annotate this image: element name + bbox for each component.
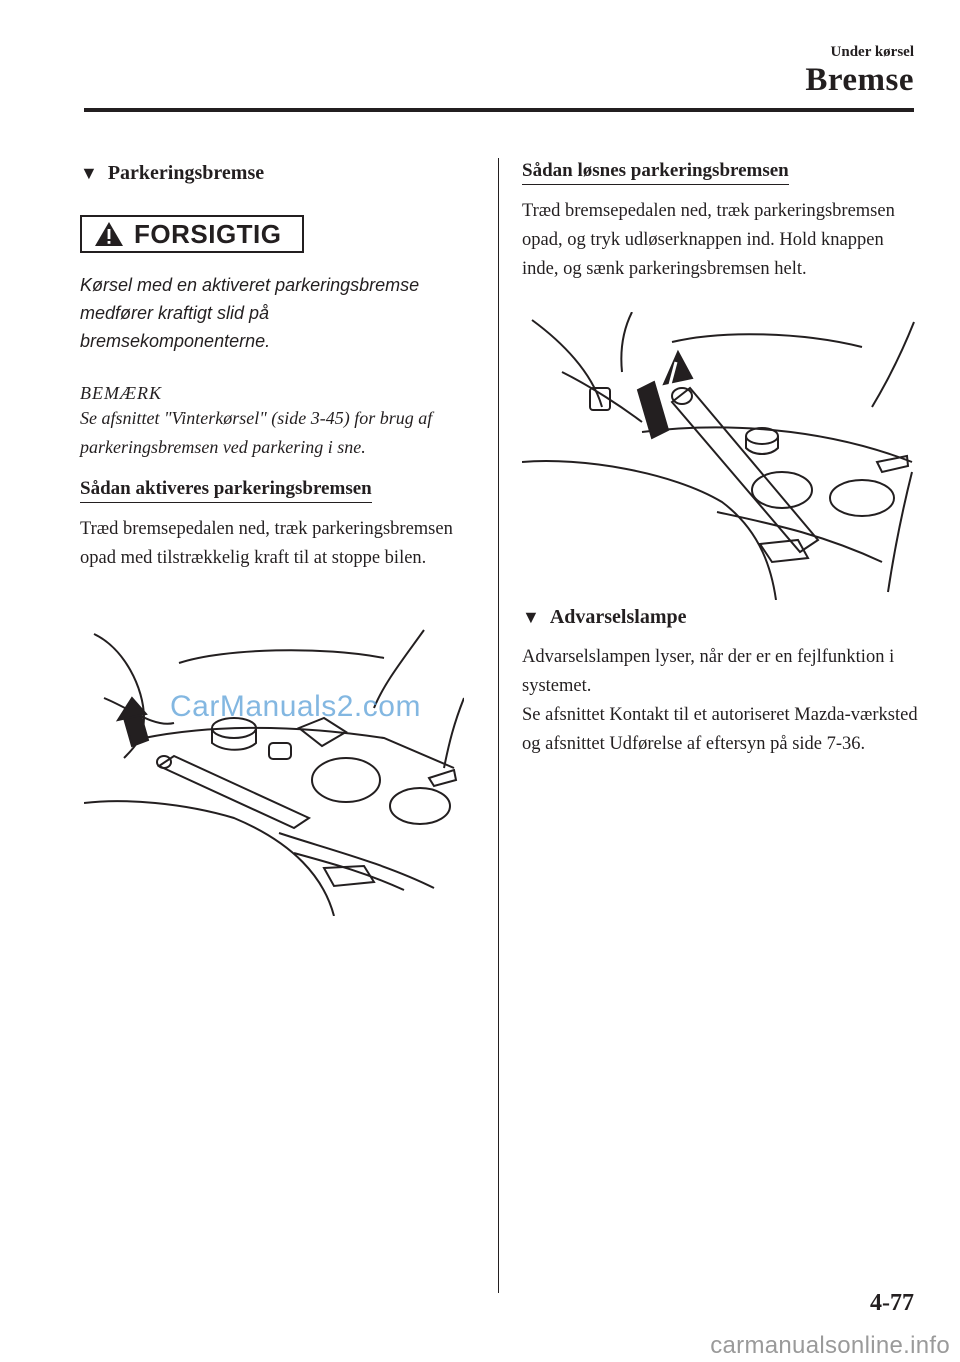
body-apply: Træd bremsepedalen ned, træk parkeringsbremsen opad med tilstrækkelig kraft til at stoppe bilen. xyxy=(80,519,453,568)
subheading-release: Sådan løsnes parkeringsbremsen xyxy=(522,160,789,185)
note-title: BEMÆRK xyxy=(80,383,162,403)
section-heading-warning-lamp xyxy=(522,606,922,629)
note-text: Se afsnittet "Vinterkørsel" (side 3-45) for brug af parkeringsbremsen ved parkering i sne. xyxy=(80,408,433,457)
caution-label: FORSIGTIG xyxy=(134,218,282,249)
parking-brake-apply-illustration xyxy=(84,628,464,916)
section-heading-text: Parkeringsbremse xyxy=(107,162,265,184)
body-warning-lamp-2: Se afsnittet Kontakt til et autoriseret Mazda-værksted og afsnittet Udførelse af eftersyn på side 7-36. xyxy=(522,705,918,754)
page-number: 4-77 xyxy=(870,1290,914,1316)
triangle-down-icon: ▼ xyxy=(80,163,98,183)
section-heading-parking-brake xyxy=(80,162,480,185)
triangle-down-icon: ▼ xyxy=(522,607,540,627)
caution-text: Kørsel med en aktiveret parkeringsbremse medfører kraftigt slid på bremsekomponenterne. xyxy=(80,275,420,351)
warning-icon xyxy=(94,221,124,247)
caution-box xyxy=(80,215,304,253)
page-title: Bremse xyxy=(805,62,914,98)
subheading-apply: Sådan aktiveres parkeringsbremsen xyxy=(80,478,372,503)
column-divider xyxy=(498,158,499,1293)
section-heading-text: Advarselslampe xyxy=(549,606,687,628)
body-warning-lamp-1: Advarselslampen lyser, når der er en fejlfunktion i systemet. xyxy=(522,647,895,696)
parking-brake-release-illustration xyxy=(522,312,922,600)
footer-site-text: carmanualsonline.info xyxy=(710,1332,950,1359)
chapter-label: Under kørsel xyxy=(830,44,914,60)
body-release: Træd bremsepedalen ned, træk parkeringsbremsen opad, og tryk udløserknappen ind. Hold knappen inde, og sænk parkeringsbremsen helt. xyxy=(522,201,895,279)
left-column xyxy=(80,158,480,573)
watermark: CarManuals2.com xyxy=(170,690,421,723)
header-rule xyxy=(84,108,914,112)
